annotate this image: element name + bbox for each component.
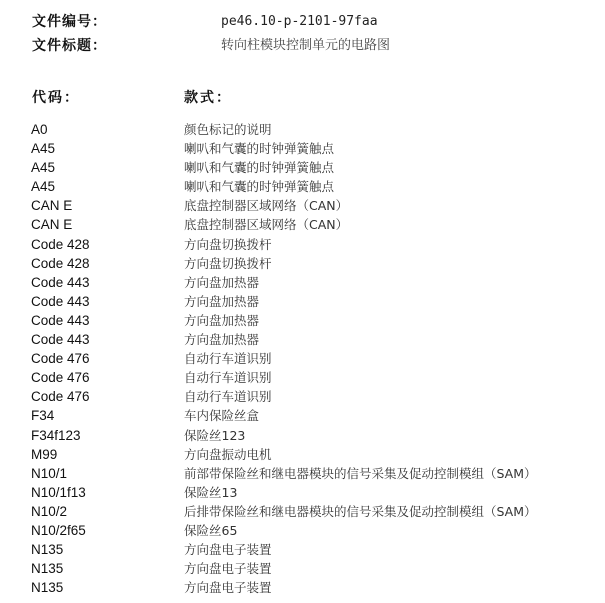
- table-row: [0, 540, 605, 559]
- table-row: [0, 120, 605, 139]
- table-row: [0, 215, 605, 234]
- table-row: [0, 502, 605, 521]
- component-description: 车内保险丝盒: [184, 408, 260, 424]
- component-description: 喇叭和气囊的时钟弹簧触点: [184, 141, 335, 157]
- doc-number-label: 文件编号：: [32, 14, 107, 30]
- component-code: F34f123: [31, 427, 81, 443]
- table-row: [0, 292, 605, 311]
- component-description: 方向盘振动电机: [184, 446, 272, 462]
- component-code: Code 443: [31, 293, 90, 309]
- component-description: 喇叭和气囊的时钟弹簧触点: [184, 160, 335, 176]
- component-description: 方向盘电子装置: [184, 580, 272, 596]
- component-description: 颜色标记的说明: [184, 122, 272, 137]
- component-code: N135: [31, 580, 64, 596]
- component-description: 方向盘电子装置: [184, 561, 272, 577]
- table-row: [0, 349, 605, 368]
- component-description: 保险丝65: [184, 522, 238, 538]
- component-code: A45: [31, 160, 56, 176]
- component-code: Code 476: [31, 370, 90, 386]
- table-row: [0, 483, 605, 502]
- component-description: 方向盘电子装置: [184, 542, 272, 558]
- table-row: [0, 426, 605, 445]
- component-list: [0, 120, 605, 597]
- component-description: 保险丝123: [184, 427, 246, 443]
- component-code: Code 476: [31, 389, 90, 405]
- component-code: N135: [31, 542, 64, 558]
- component-description: 方向盘加热器: [184, 293, 260, 309]
- table-row: [0, 235, 605, 254]
- component-description: 后排带保险丝和继电器模块的信号采集及促动控制模组（SAM）: [184, 503, 537, 519]
- component-description: 前部带保险丝和继电器模块的信号采集及促动控制模组（SAM）: [184, 465, 537, 481]
- component-description: 方向盘切换拨杆: [184, 255, 272, 271]
- doc-title-label: 文件标题：: [32, 38, 107, 54]
- table-row: [0, 273, 605, 292]
- component-description: 自动行车道识别: [184, 351, 272, 367]
- component-code: A45: [31, 141, 56, 157]
- component-code: N135: [31, 561, 64, 577]
- table-row: [0, 311, 605, 330]
- component-description: 自动行车道识别: [184, 370, 272, 386]
- component-code: N10/2f65: [31, 522, 86, 538]
- component-description: 方向盘加热器: [184, 332, 260, 348]
- table-row: [0, 330, 605, 349]
- style-column-heading: 款式：: [184, 90, 232, 106]
- component-code: Code 428: [31, 236, 90, 252]
- component-description: 底盘控制器区域网络（CAN）: [184, 198, 349, 214]
- component-code: Code 428: [31, 255, 90, 271]
- component-code: Code 443: [31, 312, 90, 328]
- component-code: A0: [31, 122, 48, 137]
- table-row: [0, 139, 605, 158]
- component-code: N10/1: [31, 465, 68, 481]
- doc-number-value: pe46.10-p-2101-97faa: [221, 14, 378, 29]
- component-code: M99: [31, 446, 58, 462]
- table-row: [0, 177, 605, 196]
- table-row: [0, 578, 605, 597]
- table-row: [0, 406, 605, 425]
- table-row: [0, 196, 605, 215]
- component-code: A45: [31, 179, 56, 195]
- table-row: [0, 464, 605, 483]
- component-description: 方向盘切换拨杆: [184, 236, 272, 252]
- component-code: Code 443: [31, 274, 90, 290]
- table-row: [0, 158, 605, 177]
- table-row: [0, 368, 605, 387]
- component-code: N10/1f13: [31, 484, 86, 500]
- component-description: 方向盘加热器: [184, 274, 260, 290]
- doc-title-value: 转向柱模块控制单元的电路图: [221, 38, 391, 53]
- component-description: 底盘控制器区域网络（CAN）: [184, 217, 349, 233]
- code-column-heading: 代码：: [32, 90, 80, 106]
- table-row: [0, 387, 605, 406]
- component-description: 保险丝13: [184, 484, 238, 500]
- component-code: N10/2: [31, 503, 68, 519]
- table-row: [0, 559, 605, 578]
- component-description: 自动行车道识别: [184, 389, 272, 405]
- table-row: [0, 254, 605, 273]
- table-row: [0, 445, 605, 464]
- component-description: 方向盘加热器: [184, 312, 260, 328]
- table-row: [0, 521, 605, 540]
- component-code: CAN E: [31, 217, 73, 233]
- component-code: CAN E: [31, 198, 73, 214]
- component-description: 喇叭和气囊的时钟弹簧触点: [184, 179, 335, 195]
- component-code: Code 443: [31, 332, 90, 348]
- component-code: Code 476: [31, 351, 90, 367]
- component-code: F34: [31, 408, 55, 424]
